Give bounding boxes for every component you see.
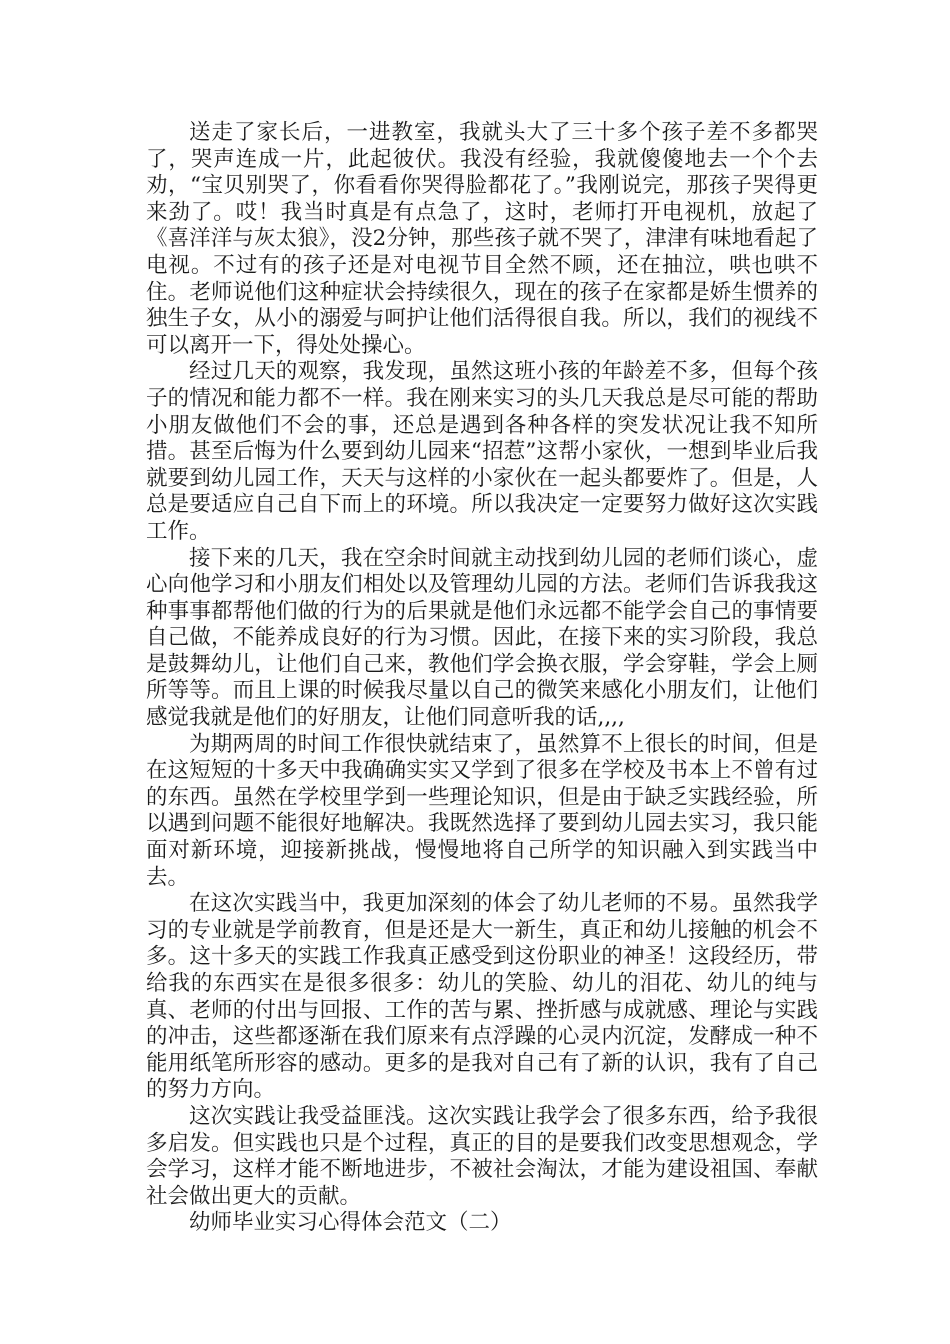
paragraph-conclusion: 这次实践让我受益匪浅。这次实践让我学会了很多东西，给予我很多启发。但实践也只是个过程，真正的目的是要我们改变思想观念，学会学习，这样才能不断地进步，不被社会淘汰，才能为建设祖国、奉献社会做出更大的贡献。	[146, 1103, 818, 1209]
paragraph-learning-from-teachers: 接下来的几天，我在空余时间就主动找到幼儿园的老师们谈心，虚心向他学习和小朋友们相处以及管理幼儿园的方法。老师们告诉我我这种事事都帮他们做的行为的后果就是他们永远都不能学会自己的事情要自己做，不能养成良好的行为习惯。因此，在接下来的实习阶段，我总是鼓舞幼儿，让他们自己来，教他们学会换衣服，学会穿鞋，学会上厕所等等。而且上课的时候我尽量以自己的微笑来感化小朋友们，让他们感觉我就是他们的好朋友，让他们同意听我的话,,,,	[146, 545, 818, 731]
section-heading: 幼师毕业实习心得体会范文（二）	[189, 1210, 512, 1236]
paragraph-two-weeks-summary: 为期两周的时间工作很快就结束了，虽然算不上很长的时间，但是在这短短的十多天中我确确实实又学到了很多在学校及书本上不曾有过的东西。虽然在学校里学到一些理论知识，但是由于缺乏实践经验，所以遇到问题不能很好地解决。我既然选择了要到幼儿园去实习，我只能面对新环境，迎接新挑战，慢慢地将自己所学的知识融入到实践当中去。	[146, 731, 818, 890]
paragraph-observation: 经过几天的观察，我发现，虽然这班小孩的年龄差不多，但每个孩子的情况和能力都不一样。我在刚来实习的头几天我总是尽可能的帮助小朋友做他们不会的事，还总是遇到各种各样的突发状况让我不知所措。甚至后悔为什么要到幼儿园来“招惹”这帮小家伙，一想到毕业后我就要到幼儿园工作，天天与这样的小家伙在一起头都要炸了。但是，人总是要适应自己自下而上的环境。所以我决定一定要努力做好这次实践工作。	[146, 359, 818, 544]
paragraph-reflection: 在这次实践当中，我更加深刻的体会了幼儿老师的不易。虽然我学习的专业就是学前教育，但是还是大一新生，真正和幼儿接触的机会不多。这十多天的实践工作我真正感受到这份职业的神圣！这段经历，带给我的东西实在是很多很多：幼儿的笑脸、幼儿的泪花、幼儿的纯与真、老师的付出与回报、工作的苦与累、挫折感与成就感、理论与实践的冲击，这些都逐渐在我们原来有点浮躁的心灵内沉淀，发酵成一种不能用纸笔所形容的感动。更多的是我对自己有了新的认识，我有了自己的努力方向。	[146, 891, 818, 1103]
paragraph-farewell-parents: 送走了家长后，一进教室，我就头大了三十多个孩子差不多都哭了，哭声连成一片，此起彼伏。我没有经验，我就傻傻地去一个个去劝，“宝贝别哭了，你看看你哭得脸都花了。”我刚说完，那孩子哭得更来劲了。哎！我当时真是有点急了，这时，老师打开电视机，放起了《喜洋洋与灰太狼》，没2分钟，那些孩子就不哭了，津津有味地看起了电视。不过有的孩子还是对电视节目全然不顾，还在抽泣，哄也哄不住。老师说他们这种症状会持续很久，现在的孩子在家都是娇生惯养的独生子女，从小的溺爱与呵护让他们活得很自我。所以，我们的视线不可以离开一下，得处处操心。	[146, 120, 818, 358]
document-body	[146, 120, 818, 1237]
